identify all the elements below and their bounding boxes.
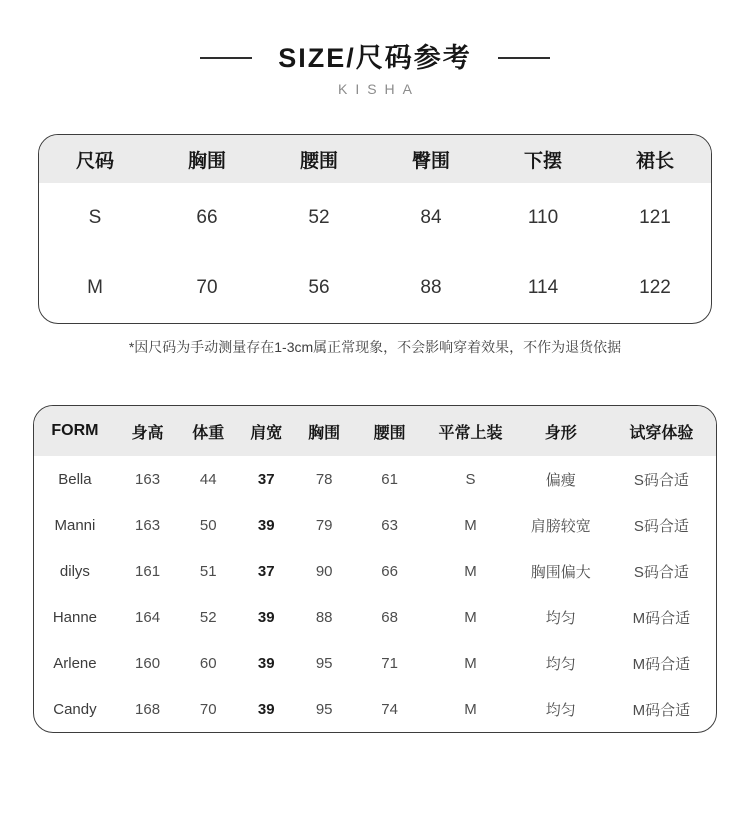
table-cell: M [464, 516, 477, 534]
table-cell: Hanne [52, 608, 98, 626]
title-left-line [200, 57, 252, 59]
table-cell: 84 [420, 207, 442, 228]
table-cell: 均匀 [545, 609, 576, 627]
table-cell: M [87, 277, 103, 298]
fit-table-header-row [34, 406, 716, 456]
table-cell: S码合适 [633, 471, 689, 489]
table-cell: 56 [308, 277, 330, 298]
column-header-height: 身高 [116, 406, 179, 456]
column-header-waist: 腰围 [353, 406, 426, 456]
table-cell: 78 [315, 470, 333, 488]
table-cell: 均匀 [545, 655, 576, 673]
table-cell: 肩膀较宽 [530, 517, 591, 535]
table-cell: M码合适 [632, 655, 691, 673]
column-header-body-shape: 身形 [515, 406, 607, 456]
table-row-candy [34, 686, 716, 732]
table-row-size-m [39, 253, 711, 323]
table-cell: 90 [315, 562, 333, 580]
column-header-hip: 臀围 [375, 135, 487, 183]
table-row-size-s [39, 183, 711, 253]
table-cell: M [464, 700, 477, 718]
table-cell: M [464, 654, 477, 672]
table-cell: 63 [381, 516, 398, 534]
table-cell: 均匀 [545, 701, 576, 719]
section-header [0, 42, 750, 74]
table-cell: 122 [639, 277, 671, 298]
size-table-card [38, 134, 712, 324]
table-row-manni [34, 502, 716, 548]
table-cell: 70 [196, 277, 218, 298]
table-cell: 121 [639, 207, 671, 228]
table-row-hanne [34, 594, 716, 640]
table-cell: 114 [527, 277, 559, 298]
table-cell: M码合适 [632, 609, 691, 627]
table-cell: 44 [199, 470, 217, 488]
column-header-form: FORM [34, 406, 116, 456]
table-cell: S [88, 207, 102, 228]
table-cell: 161 [135, 562, 161, 580]
table-cell: 66 [381, 562, 398, 580]
table-cell: 偏瘦 [545, 471, 576, 489]
fit-table [34, 406, 716, 732]
table-cell: Manni [54, 516, 96, 534]
column-header-bust: 胸围 [295, 406, 353, 456]
table-cell: 95 [315, 700, 333, 718]
table-cell: 74 [381, 700, 398, 718]
table-cell: 66 [196, 207, 218, 228]
table-cell: 51 [199, 562, 217, 580]
column-header-skirt-length: 裙长 [599, 135, 711, 183]
table-cell: 胸围偏大 [530, 563, 591, 581]
table-cell: 52 [199, 608, 217, 626]
table-cell: 160 [135, 654, 161, 672]
table-cell: Candy [53, 700, 97, 718]
table-cell: Arlene [53, 654, 97, 672]
table-cell: 39 [257, 516, 275, 534]
table-cell: 39 [257, 608, 275, 626]
column-header-fit-result: 试穿体验 [607, 406, 716, 456]
brand-name: KISHA [337, 81, 420, 97]
table-cell: 88 [315, 608, 333, 626]
column-header-usual-size: 平常上装 [426, 406, 515, 456]
table-cell: S [465, 470, 476, 488]
table-cell: 61 [381, 470, 398, 488]
size-table-header-row [39, 135, 711, 183]
column-header-waist: 腰围 [263, 135, 375, 183]
table-cell: M [464, 562, 477, 580]
table-cell: S码合适 [633, 517, 689, 535]
table-cell: 37 [257, 470, 275, 488]
table-row-arlene [34, 640, 716, 686]
table-cell: 70 [199, 700, 217, 718]
table-cell: 95 [315, 654, 333, 672]
table-cell: 163 [135, 470, 161, 488]
title-right-line [498, 57, 550, 59]
table-cell: S码合适 [633, 563, 689, 581]
table-cell: M [464, 608, 477, 626]
size-guide-page [0, 42, 750, 733]
column-header-size: 尺码 [39, 135, 151, 183]
table-cell: dilys [59, 562, 90, 580]
column-header-hem: 下摆 [487, 135, 599, 183]
column-header-weight: 体重 [179, 406, 237, 456]
table-cell: 168 [135, 700, 161, 718]
table-cell: 39 [257, 654, 275, 672]
table-cell: 52 [308, 207, 330, 228]
table-row-dilys [34, 548, 716, 594]
table-row-bella [34, 456, 716, 502]
fit-table-card [33, 405, 717, 733]
table-cell: 71 [381, 654, 398, 672]
table-cell: 68 [381, 608, 398, 626]
page-title: SIZE/尺码参考 [278, 43, 472, 73]
table-cell: 110 [527, 207, 559, 228]
table-cell: 79 [315, 516, 333, 534]
table-cell: 163 [135, 516, 161, 534]
table-cell: 39 [257, 700, 275, 718]
size-table [39, 135, 711, 323]
table-cell: 50 [199, 516, 217, 534]
table-cell: 88 [420, 277, 442, 298]
table-cell: Bella [58, 470, 92, 488]
measurement-note: *因尺码为手动测量存在1-3cm属正常现象，不会影响穿着效果，不作为退货依据 [128, 339, 622, 355]
column-header-shoulder: 肩宽 [237, 406, 295, 456]
table-cell: M码合适 [632, 701, 691, 719]
column-header-bust: 胸围 [151, 135, 263, 183]
table-cell: 60 [199, 654, 217, 672]
table-cell: 37 [257, 562, 275, 580]
table-cell: 164 [135, 608, 161, 626]
